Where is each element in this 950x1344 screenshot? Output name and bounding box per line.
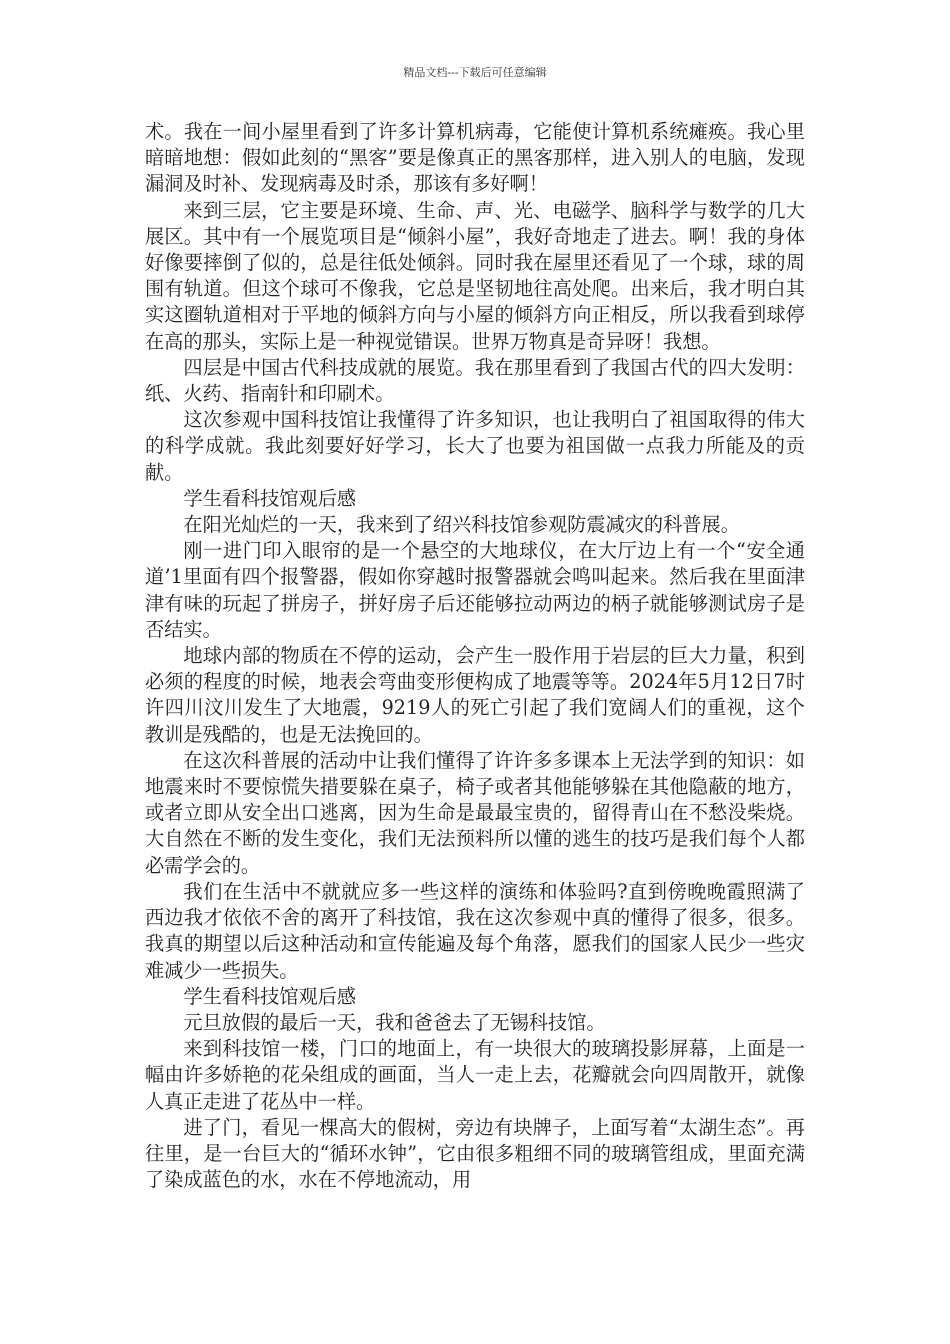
document-body bbox=[145, 119, 805, 1193]
paragraph: 进了门，看见一棵高大的假树，旁边有块牌子，上面写着“太湖生态”。再往里，是一台巨大的“循环水钟”，它由很多粗细不同的玻璃管组成，里面充满了染成蓝色的水，水在不停地流动，用 bbox=[145, 1115, 805, 1192]
paragraph: 我们在生活中不就就应多一些这样的演练和体验吗?直到傍晚晚霞照满了西边我才依依不舍的离开了科技馆，我在这次参观中真的懂得了很多，很多。我真的期望以后这种活动和宣传能遍及每个角落，愿我们的国家人民少一些灾难减少一些损失。 bbox=[145, 879, 805, 982]
paragraph: 在阳光灿烂的一天，我来到了绍兴科技馆参观防震减灾的科普展。 bbox=[183, 513, 740, 537]
paragraph: 来到科技馆一楼，门口的地面上，有一块很大的玻璃投影屏幕，上面是一幅由许多娇艳的花朵组成的画面，当人一走上去，花瓣就会向四周散开，就像人真正走进了花丛中一样。 bbox=[145, 1037, 805, 1113]
paragraph: 这次参观中国科技馆让我懂得了许多知识，也让我明白了祖国取得的伟大的科学成就。我此刻要好好学习，长大了也要为祖国做一点我力所能及的贡献。 bbox=[145, 408, 805, 484]
paragraph: 刚一进门印入眼帘的是一个悬空的大地球仪，在大厅边上有一个“安全通道’1里面有四个报警器，假如你穿越时报警器就会鸣叫起来。然后我在里面津津有味的玩起了拼房子，拼好房子后还能够拉动两边的柄子就能够测试房子是否结实。 bbox=[145, 539, 805, 641]
paragraph: 术。我在一间小屋里看到了许多计算机病毒，它能使计算机系统瘫痪。我心里暗暗地想：假如此刻的“黑客”要是像真正的黑客那样，进入别人的电脑，发现漏洞及时补、发现病毒及时杀，那该有多好啊！ bbox=[145, 120, 805, 196]
paragraph: 元旦放假的最后一天，我和爸爸去了无锡科技馆。 bbox=[183, 1010, 606, 1034]
paragraph: 来到三层，它主要是环境、生命、声、光、电磁学、脑科学与数学的几大展区。其中有一个展览项目是“倾斜小屋”，我好奇地走了进去。啊！我的身体好像要摔倒了似的，总是往低处倾斜。同时我在屋里还看见了一个球，球的周围有轨道。但这个球可不像我，它总是坚韧地往高处爬。出来后，我才明白其实这圈轨道相对于平地的倾斜方向与小屋的倾斜方向正相反，所以我看到球停在高的那头，实际上是一种视觉错误。世界万物真是奇异呀！我想。 bbox=[145, 198, 805, 353]
page-header: 精品文档---下载后可任意编辑 bbox=[403, 66, 547, 79]
paragraph: 在这次科普展的活动中让我们懂得了许许多多课本上无法学到的知识：如地震来时不要惊慌失措要躲在桌子，椅子或者其他能够躲在其他隐蔽的地方，或者立即从安全出口逃离，因为生命是最最宝贵的，留得青山在不愁没柴烧。大自然在不断的发生变化，我们无法预料所以懂的逃生的技巧是我们每个人都必需学会的。 bbox=[145, 748, 805, 877]
paragraph: 地球内部的物质在不停的运动，会产生一股作用于岩层的巨大力量，积到必须的程度的时候，地表会弯曲变形便构成了地震等等。2024年5月12日7时许四川汶川发生了大地震，9219人的死亡引起了我们宽阔人们的重视，这个教训是残酷的，也是无法挽回的。 bbox=[145, 644, 805, 746]
paragraph: 四层是中国古代科技成就的展览。我在那里看到了我国古代的四大发明：纸、火药、指南针和印刷术。 bbox=[145, 355, 805, 406]
section-title: 学生看科技馆观后感 bbox=[183, 984, 357, 1008]
section-title: 学生看科技馆观后感 bbox=[183, 486, 357, 510]
